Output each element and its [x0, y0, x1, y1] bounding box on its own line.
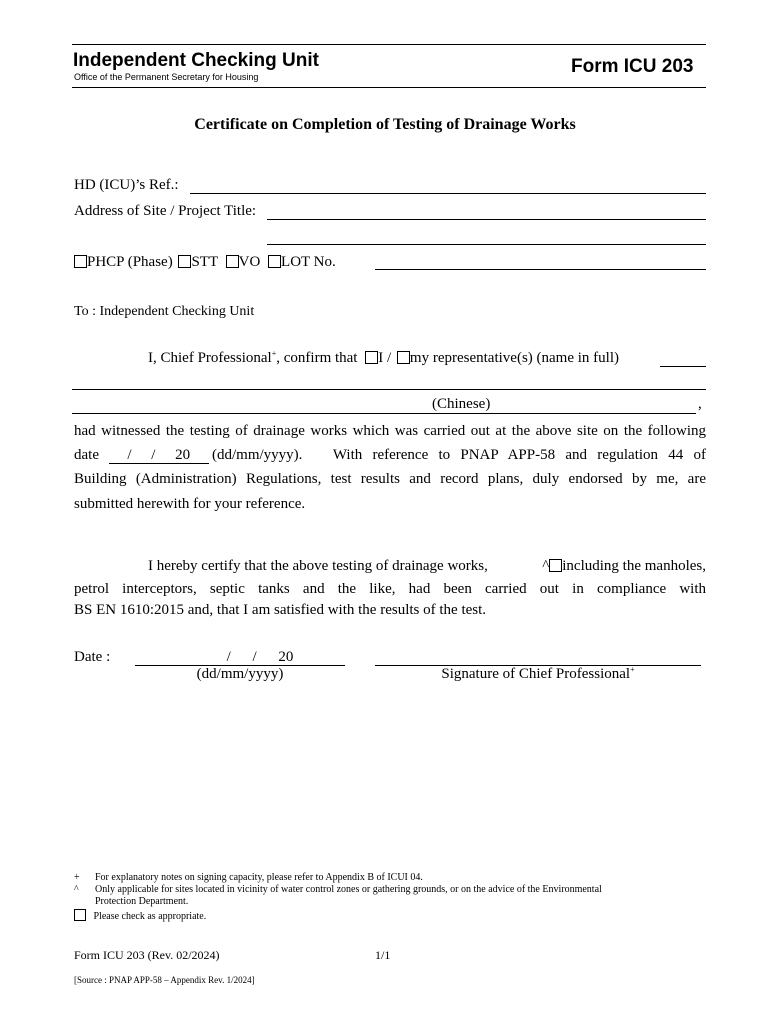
declaration-line-1: had witnessed the testing of drainage works which was carried out at the above site on the following — [74, 423, 706, 439]
signoff-date-format: (dd/mm/yyyy) — [196, 666, 284, 682]
plus-mark: + — [271, 349, 277, 358]
addressee: To : Independent Checking Unit — [74, 304, 255, 319]
declaration-confirm: , confirm that — [276, 350, 358, 366]
representative-checkbox[interactable] — [397, 351, 410, 364]
date-label: date — [74, 447, 99, 463]
declaration-line-2-rest: (dd/mm/yyyy). With reference to PNAP APP-58 and regulation 44 of — [212, 447, 706, 463]
header-top-rule — [72, 44, 706, 45]
phcp-checkbox[interactable] — [74, 255, 87, 268]
witness-date-blank[interactable]: / / 20 — [109, 447, 209, 464]
chinese-label: (Chinese) — [432, 396, 491, 412]
certification-prefix: I hereby certify that the above testing of drainage works, — [148, 558, 488, 574]
note-caret-mark: ^ — [74, 884, 79, 895]
declaration-line-3: Building (Administration) Regulations, test results and record plans, duly endorsed by me, are — [74, 471, 706, 487]
certification-line-3: BS EN 1610:2015 and, that I am satisfied with the results of the test. — [74, 602, 487, 618]
address-input-line-1[interactable] — [267, 219, 706, 220]
self-checkbox[interactable] — [365, 351, 378, 364]
note-water-zones-a: Only applicable for sites located in vicinity of water control zones or gathering grounds, or on the advice of the Environmental — [95, 884, 602, 895]
certificate-title: Certificate on Completion of Testing of Drainage Works — [194, 116, 576, 133]
project-type-options — [74, 254, 336, 271]
lot-checkbox[interactable] — [268, 255, 281, 268]
legend-checkbox-icon — [74, 909, 86, 921]
chinese-name-input-line[interactable] — [72, 413, 696, 414]
caret-mark: ^ — [542, 558, 550, 574]
note-checkbox-legend — [74, 909, 206, 922]
address-label: Address of Site / Project Title: — [74, 203, 257, 219]
form-number: Form ICU 203 — [571, 56, 694, 77]
self-label: I / — [378, 350, 392, 366]
ref-label: HD (ICU)’s Ref.: — [74, 177, 179, 193]
vo-label: VO — [238, 254, 261, 270]
certification-line-1 — [148, 558, 706, 575]
phcp-label: PHCP (Phase) — [87, 254, 173, 270]
lot-input-line[interactable] — [375, 269, 706, 270]
certification-suffix: including the manholes, — [562, 558, 706, 574]
declaration-first-line — [148, 350, 619, 367]
manholes-checkbox[interactable] — [549, 559, 562, 572]
declaration-line-4: submitted herewith for your reference. — [74, 496, 306, 512]
note-plus-mark: + — [74, 872, 80, 883]
note-check-appropriate: Please check as appropriate. — [93, 911, 207, 922]
ref-input-line[interactable] — [190, 193, 706, 194]
header-office: Office of the Permanent Secretary for Housing — [74, 72, 259, 82]
name-input-line-full[interactable] — [72, 389, 706, 390]
note-water-zones-b: Protection Department. — [95, 896, 189, 907]
address-input-line-2[interactable] — [267, 244, 706, 245]
signoff-date-label: Date : — [74, 649, 111, 665]
signature-plus-mark: + — [630, 665, 635, 674]
representative-label: my representative(s) (name in full) — [409, 350, 619, 366]
header-bottom-rule — [72, 87, 706, 88]
signature-caption — [375, 666, 701, 683]
vo-checkbox[interactable] — [226, 255, 239, 268]
signoff-date-blank[interactable]: / / 20 — [135, 649, 345, 666]
footer-source: [Source : PNAP APP-58 – Appendix Rev. 1/2024] — [74, 975, 255, 985]
certification-line-2: petrol interceptors, septic tanks and the like, had been carried out in compliance with — [74, 581, 706, 597]
signature-label: Signature of Chief Professional — [441, 666, 631, 682]
declaration-prefix: I, Chief Professional — [148, 350, 272, 366]
header-unit-title: Independent Checking Unit — [73, 50, 319, 71]
footer-form-revision: Form ICU 203 (Rev. 02/2024) — [74, 948, 220, 962]
chinese-line-comma: , — [698, 396, 702, 412]
name-input-line-short[interactable] — [660, 366, 706, 367]
footer-page-number: 1/1 — [375, 948, 391, 962]
stt-checkbox[interactable] — [178, 255, 191, 268]
stt-label: STT — [191, 254, 218, 270]
lot-label: LOT No. — [281, 254, 336, 270]
note-signing-capacity: For explanatory notes on signing capacity, please refer to Appendix B of ICUI 04. — [95, 872, 423, 883]
